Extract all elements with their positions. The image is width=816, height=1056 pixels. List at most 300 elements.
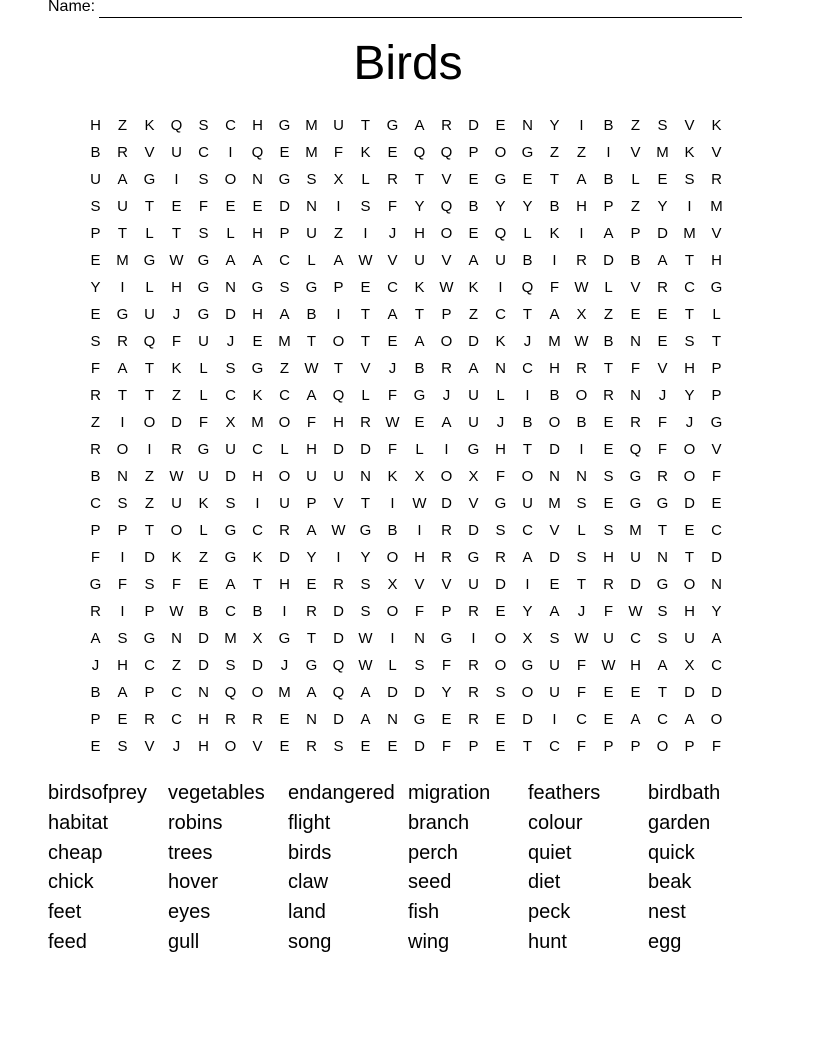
grid-letter: T: [576, 576, 587, 593]
grid-letter: O: [251, 684, 264, 701]
grid-letter: G: [224, 522, 237, 539]
grid-letter: U: [495, 252, 506, 269]
grid-letter: I: [390, 630, 395, 647]
grid-letter: C: [387, 279, 398, 296]
grid-letter: P: [90, 225, 101, 242]
word-bank-item: eyes: [168, 901, 211, 924]
grid-letter: E: [252, 333, 263, 350]
grid-letter: D: [414, 684, 425, 701]
grid-letter: I: [174, 171, 179, 188]
grid-letter: A: [414, 117, 425, 134]
grid-letter: G: [656, 495, 669, 512]
grid-letter: S: [198, 117, 209, 134]
grid-letter: L: [199, 522, 208, 539]
grid-letter: F: [603, 603, 614, 620]
grid-letter: H: [684, 603, 695, 620]
grid-letter: G: [197, 306, 210, 323]
name-label: Name:: [48, 0, 96, 15]
grid-letter: R: [225, 711, 236, 728]
grid-letter: K: [684, 144, 695, 161]
grid-letter: R: [387, 171, 398, 188]
grid-letter: S: [603, 522, 614, 539]
word-bank-item: birdsofprey: [48, 782, 147, 804]
grid-letter: F: [171, 333, 182, 350]
grid-letter: W: [358, 630, 373, 647]
grid-letter: I: [606, 144, 611, 161]
grid-letter: E: [279, 144, 290, 161]
grid-letter: Q: [332, 657, 345, 674]
grid-letter: I: [552, 711, 557, 728]
grid-letter: G: [197, 252, 210, 269]
grid-letter: P: [144, 684, 155, 701]
grid-letter: K: [252, 549, 263, 566]
grid-letter: E: [306, 576, 317, 593]
grid-letter: L: [145, 225, 154, 242]
grid-letter: U: [549, 657, 560, 674]
grid-letter: A: [630, 711, 641, 728]
grid-letter: O: [386, 549, 399, 566]
grid-letter: U: [684, 630, 695, 647]
grid-letter: A: [468, 360, 479, 377]
grid-letter: G: [629, 495, 642, 512]
grid-letter: G: [305, 279, 318, 296]
grid-letter: U: [630, 549, 641, 566]
grid-letter: Z: [279, 360, 290, 377]
grid-letter: E: [630, 684, 641, 701]
grid-letter: I: [579, 225, 584, 242]
grid-row: [82, 706, 730, 733]
grid-letter: C: [630, 630, 641, 647]
grid-letter: T: [684, 306, 695, 323]
grid-letter: P: [603, 198, 614, 215]
grid-letter: A: [441, 414, 452, 431]
grid-letter: F: [414, 603, 425, 620]
grid-letter: B: [414, 360, 425, 377]
grid-letter: S: [657, 117, 668, 134]
grid-letter: S: [684, 333, 695, 350]
grid-letter: X: [522, 630, 533, 647]
grid-letter: Q: [224, 684, 237, 701]
grid-letter: A: [549, 306, 560, 323]
grid-letter: F: [441, 657, 452, 674]
grid-letter: S: [414, 657, 425, 674]
grid-letter: I: [498, 279, 503, 296]
grid-letter: H: [576, 198, 587, 215]
grid-letter: P: [144, 603, 155, 620]
grid-letter: B: [198, 603, 209, 620]
grid-row: [82, 409, 730, 436]
grid-letter: E: [657, 306, 668, 323]
grid-letter: A: [549, 603, 560, 620]
grid-letter: H: [171, 279, 182, 296]
word-bank-item: feed: [48, 930, 87, 953]
grid-letter: O: [521, 468, 534, 485]
grid-letter: Q: [332, 387, 345, 404]
grid-letter: X: [576, 306, 587, 323]
grid-letter: A: [117, 684, 128, 701]
grid-letter: F: [90, 549, 101, 566]
grid-letter: D: [198, 657, 209, 674]
grid-letter: G: [143, 630, 156, 647]
grid-letter: I: [336, 306, 341, 323]
grid-letter: P: [441, 306, 452, 323]
grid-letter: V: [711, 144, 722, 161]
grid-letter: R: [657, 279, 668, 296]
grid-letter: I: [336, 198, 341, 215]
grid-letter: A: [576, 171, 587, 188]
word-bank-item: feet: [48, 901, 82, 924]
word-bank-item: migration: [408, 782, 491, 804]
grid-row: [82, 436, 730, 463]
grid-letter: I: [228, 144, 233, 161]
grid-letter: N: [630, 333, 641, 350]
grid-row: [82, 490, 730, 517]
grid-letter: K: [171, 549, 182, 566]
grid-letter: L: [388, 657, 397, 674]
word-bank-item: endangered: [288, 782, 395, 804]
grid-letter: O: [683, 576, 696, 593]
grid-letter: T: [657, 522, 668, 539]
grid-letter: N: [360, 468, 371, 485]
grid-letter: R: [630, 414, 641, 431]
grid-letter: T: [333, 360, 344, 377]
grid-letter: G: [521, 144, 534, 161]
grid-letter: R: [90, 441, 101, 458]
word-bank-item: trees: [168, 841, 213, 864]
grid-letter: K: [171, 360, 182, 377]
grid-letter: U: [522, 495, 533, 512]
grid-letter: R: [441, 549, 452, 566]
grid-letter: M: [305, 117, 318, 134]
grid-letter: R: [252, 711, 263, 728]
grid-letter: O: [656, 738, 669, 755]
grid-letter: A: [360, 711, 371, 728]
grid-letter: E: [387, 144, 398, 161]
word-bank-item: quick: [648, 841, 695, 864]
word-bank-item: quiet: [528, 841, 572, 864]
grid-letter: F: [198, 198, 209, 215]
grid-row: [82, 220, 730, 247]
grid-letter: B: [90, 468, 101, 485]
grid-letter: W: [412, 495, 427, 512]
grid-letter: O: [521, 684, 534, 701]
word-bank-item: cheap: [48, 841, 103, 864]
grid-letter: G: [413, 711, 426, 728]
grid-row: [82, 463, 730, 490]
word-bank-item: birdbath: [648, 782, 721, 804]
grid-letter: K: [414, 279, 425, 296]
grid-letter: F: [387, 441, 398, 458]
grid-letter: J: [577, 603, 586, 620]
grid-letter: C: [252, 522, 263, 539]
grid-letter: T: [522, 441, 533, 458]
grid-letter: C: [711, 657, 722, 674]
grid-letter: O: [494, 630, 507, 647]
word-bank-item: beak: [648, 871, 692, 894]
grid-letter: C: [144, 657, 155, 674]
grid-letter: G: [386, 117, 399, 134]
grid-letter: D: [279, 549, 290, 566]
grid-letter: T: [306, 630, 317, 647]
grid-letter: M: [251, 414, 264, 431]
grid-row: [82, 625, 730, 652]
grid-letter: O: [278, 414, 291, 431]
grid-letter: R: [117, 144, 128, 161]
grid-letter: C: [279, 387, 290, 404]
grid-letter: B: [549, 198, 560, 215]
grid-letter: V: [630, 144, 641, 161]
grid-letter: O: [440, 468, 453, 485]
grid-letter: N: [576, 468, 587, 485]
grid-letter: V: [387, 252, 398, 269]
grid-letter: E: [252, 198, 263, 215]
grid-letter: F: [387, 387, 398, 404]
grid-letter: E: [603, 684, 614, 701]
grid-letter: F: [576, 657, 587, 674]
grid-letter: A: [306, 522, 317, 539]
grid-letter: E: [387, 738, 398, 755]
grid-letter: W: [331, 522, 346, 539]
grid-letter: B: [630, 252, 641, 269]
word-bank-item: garden: [648, 811, 711, 834]
grid-letter: C: [171, 711, 182, 728]
grid-letter: G: [494, 171, 507, 188]
word-bank-item: colour: [528, 811, 583, 834]
grid-row: [82, 139, 730, 166]
grid-letter: J: [685, 414, 694, 431]
grid-letter: R: [171, 441, 182, 458]
name-underline: [99, 0, 742, 18]
grid-letter: I: [336, 549, 341, 566]
grid-letter: F: [657, 414, 668, 431]
grid-letter: T: [522, 306, 533, 323]
grid-row: [82, 598, 730, 625]
grid-letter: U: [171, 495, 182, 512]
grid-letter: W: [169, 252, 184, 269]
grid-letter: L: [415, 441, 424, 458]
grid-letter: S: [117, 630, 128, 647]
grid-letter: Q: [521, 279, 534, 296]
grid-letter: H: [252, 225, 263, 242]
grid-letter: G: [197, 441, 210, 458]
grid-letter: G: [143, 171, 156, 188]
grid-letter: A: [387, 306, 398, 323]
grid-letter: S: [495, 684, 506, 701]
grid-letter: P: [90, 522, 101, 539]
word-bank-item: diet: [528, 871, 561, 894]
grid-letter: S: [360, 198, 371, 215]
grid-letter: Z: [144, 468, 155, 485]
grid-letter: A: [522, 549, 533, 566]
grid-letter: C: [198, 144, 209, 161]
grid-letter: S: [117, 495, 128, 512]
word-bank-item: nest: [648, 901, 686, 924]
word-bank-item: hunt: [528, 930, 567, 953]
grid-letter: K: [387, 468, 398, 485]
grid-letter: P: [603, 738, 614, 755]
grid-letter: F: [576, 684, 587, 701]
grid-letter: E: [441, 711, 452, 728]
grid-letter: J: [496, 414, 505, 431]
grid-letter: S: [576, 549, 587, 566]
grid-row: [82, 517, 730, 544]
grid-letter: Y: [360, 549, 371, 566]
grid-row: [82, 382, 730, 409]
grid-letter: D: [549, 549, 560, 566]
grid-letter: D: [333, 711, 344, 728]
grid-letter: A: [225, 576, 236, 593]
grid-letter: G: [278, 171, 291, 188]
grid-letter: R: [468, 711, 479, 728]
grid-letter: I: [525, 387, 530, 404]
grid-letter: V: [144, 144, 155, 161]
grid-letter: D: [225, 306, 236, 323]
grid-letter: D: [144, 549, 155, 566]
grid-letter: A: [711, 630, 722, 647]
grid-row: [82, 301, 730, 328]
grid-letter: H: [279, 576, 290, 593]
grid-letter: V: [414, 576, 425, 593]
grid-letter: S: [144, 576, 155, 593]
grid-letter: L: [631, 171, 640, 188]
grid-row: [82, 544, 730, 571]
grid-letter: T: [414, 306, 425, 323]
grid-letter: Q: [251, 144, 264, 161]
grid-letter: U: [198, 468, 209, 485]
grid-letter: Q: [413, 144, 426, 161]
grid-letter: I: [120, 279, 125, 296]
grid-letter: R: [441, 117, 452, 134]
grid-letter: T: [252, 576, 263, 593]
grid-letter: Z: [576, 144, 587, 161]
grid-letter: G: [710, 414, 723, 431]
grid-letter: E: [603, 495, 614, 512]
grid-letter: A: [225, 252, 236, 269]
grid-letter: R: [279, 522, 290, 539]
grid-letter: F: [711, 468, 722, 485]
grid-letter: A: [360, 684, 371, 701]
grid-letter: D: [684, 495, 695, 512]
grid-letter: Z: [468, 306, 479, 323]
grid-letter: A: [117, 360, 128, 377]
grid-letter: B: [252, 603, 263, 620]
grid-letter: Y: [684, 387, 695, 404]
grid-letter: G: [359, 522, 372, 539]
grid-letter: U: [225, 441, 236, 458]
grid-letter: R: [306, 603, 317, 620]
grid-letter: S: [657, 603, 668, 620]
grid-letter: O: [494, 657, 507, 674]
grid-letter: E: [495, 738, 506, 755]
page-title: Birds: [353, 37, 463, 90]
grid-letter: R: [360, 414, 371, 431]
grid-letter: I: [444, 441, 449, 458]
grid-letter: P: [630, 738, 641, 755]
grid-letter: F: [549, 279, 560, 296]
grid-letter: D: [252, 657, 263, 674]
grid-letter: C: [657, 711, 668, 728]
name-field: [48, 0, 742, 18]
grid-letter: V: [333, 495, 344, 512]
grid-letter: R: [468, 684, 479, 701]
grid-letter: Z: [171, 657, 182, 674]
grid-row: [82, 679, 730, 706]
grid-letter: T: [306, 333, 317, 350]
grid-letter: T: [144, 360, 155, 377]
grid-letter: N: [306, 711, 317, 728]
grid-letter: Y: [522, 198, 533, 215]
grid-letter: M: [710, 198, 723, 215]
grid-letter: E: [522, 171, 533, 188]
grid-letter: E: [279, 738, 290, 755]
grid-letter: H: [414, 225, 425, 242]
grid-letter: F: [333, 144, 344, 161]
grid-letter: W: [304, 360, 319, 377]
grid-letter: V: [441, 171, 452, 188]
grid-letter: D: [333, 603, 344, 620]
grid-row: [82, 166, 730, 193]
grid-letter: B: [549, 387, 560, 404]
grid-letter: A: [657, 252, 668, 269]
grid-letter: L: [145, 279, 154, 296]
grid-letter: N: [252, 171, 263, 188]
grid-letter: P: [468, 144, 479, 161]
grid-letter: R: [306, 738, 317, 755]
grid-letter: E: [360, 279, 371, 296]
grid-letter: H: [495, 441, 506, 458]
grid-letter: W: [358, 252, 373, 269]
grid-letter: U: [468, 387, 479, 404]
grid-letter: J: [172, 306, 181, 323]
grid-letter: B: [468, 198, 479, 215]
grid-letter: U: [603, 630, 614, 647]
grid-letter: C: [225, 603, 236, 620]
word-bank-item: claw: [288, 871, 329, 894]
grid-letter: N: [117, 468, 128, 485]
grid-letter: I: [525, 576, 530, 593]
grid-letter: E: [468, 171, 479, 188]
grid-letter: B: [90, 684, 101, 701]
grid-letter: T: [360, 495, 371, 512]
grid-letter: C: [522, 522, 533, 539]
grid-letter: Y: [522, 603, 533, 620]
grid-letter: P: [441, 603, 452, 620]
grid-letter: I: [282, 603, 287, 620]
grid-letter: I: [120, 549, 125, 566]
grid-letter: G: [629, 468, 642, 485]
grid-letter: Y: [657, 198, 668, 215]
grid-letter: V: [711, 225, 722, 242]
grid-letter: M: [305, 144, 318, 161]
grid-letter: E: [603, 711, 614, 728]
grid-letter: R: [90, 603, 101, 620]
grid-letter: V: [441, 252, 452, 269]
grid-letter: J: [658, 387, 667, 404]
grid-letter: I: [471, 630, 476, 647]
grid-letter: B: [603, 333, 614, 350]
grid-letter: U: [468, 576, 479, 593]
grid-letter: G: [278, 117, 291, 134]
grid-letter: V: [360, 360, 371, 377]
grid-letter: K: [495, 333, 506, 350]
word-bank-item: vegetables: [168, 782, 265, 804]
grid-letter: A: [306, 684, 317, 701]
grid-letter: M: [683, 225, 696, 242]
grid-letter: G: [521, 657, 534, 674]
grid-letter: I: [579, 441, 584, 458]
grid-letter: T: [657, 684, 668, 701]
grid-letter: L: [280, 441, 289, 458]
